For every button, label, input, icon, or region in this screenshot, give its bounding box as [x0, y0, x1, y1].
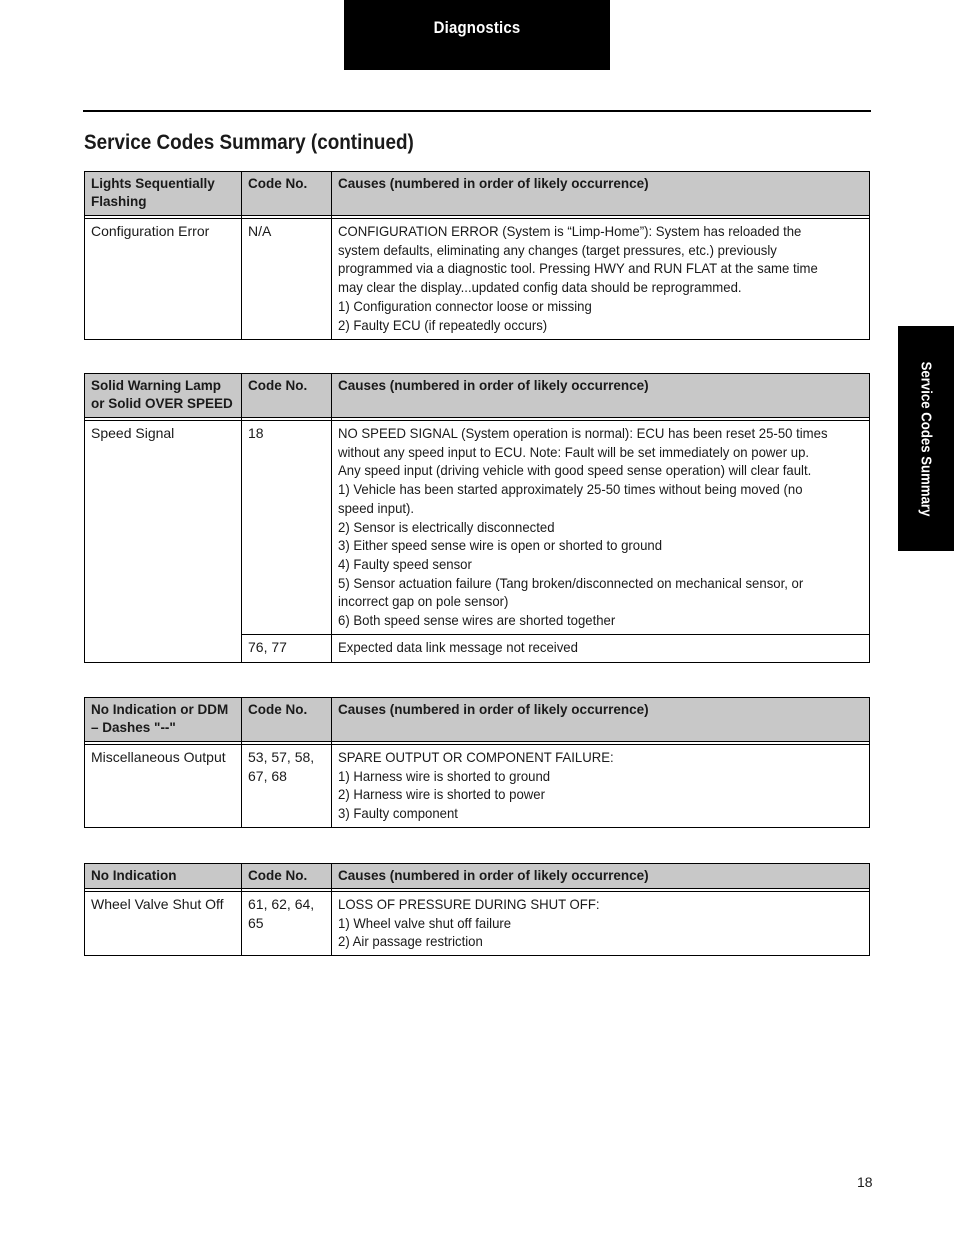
chapter-header-tab [344, 0, 610, 70]
fault-cell: Miscellaneous Output [85, 745, 242, 828]
causes-column-header: Causes (numbered in order of likely occurrence) [332, 698, 870, 742]
cause-line: Expected data link message not received [338, 639, 578, 655]
category-header: Solid Warning Lamp or Solid OVER SPEED [85, 374, 242, 418]
cause-line: SPARE OUTPUT OR COMPONENT FAILURE: [338, 749, 614, 765]
header-rule [83, 110, 871, 112]
causes-column-header: Causes (numbered in order of likely occurrence) [332, 374, 870, 418]
cause-line: 3) Either speed sense wire is open or shorted to ground [338, 537, 663, 554]
cause-line: 5) Sensor actuation failure (Tang broken/disconnected on mechanical sensor, or incorrect gap on pole sensor) [338, 574, 804, 610]
causes-cell [332, 892, 870, 956]
causes-column-header: Causes (numbered in order of likely occurrence) [332, 864, 870, 889]
side-tab-label: Service Codes Summary [917, 361, 935, 516]
cause-line: 3) Faulty component [338, 805, 458, 822]
fault-cell: Configuration Error [85, 219, 242, 340]
code-cell: N/A [242, 219, 332, 340]
table-row [85, 421, 870, 635]
code-column-header: Code No. [242, 698, 332, 742]
cause-line: LOSS OF PRESSURE DURING SHUT OFF: [338, 896, 600, 912]
cause-line: 2) Sensor is electrically disconnected [338, 518, 555, 535]
causes-column-header: Causes (numbered in order of likely occurrence) [332, 172, 870, 216]
category-header: No Indication [85, 864, 242, 889]
code-cell: 61, 62, 64, 65 [242, 892, 332, 956]
cause-line: CONFIGURATION ERROR (System is “Limp-Home”): System has reloaded the system defaults, eliminating any changes (target pressures, etc.) previously programmed via a diagnostic tool. Pressing HWY and RUN FLAT at the same time may clear the display...updated config data should be reprogrammed. [338, 223, 818, 296]
fault-cell: Speed Signal [85, 421, 242, 663]
causes-cell [332, 421, 870, 635]
section-title: Service Codes Summary (continued) [84, 131, 414, 154]
code-column-header: Code No. [242, 864, 332, 889]
code-column-header: Code No. [242, 374, 332, 418]
table-header-row [85, 374, 870, 418]
category-header: No Indication or DDM – Dashes "--" [85, 698, 242, 742]
service-codes-table-lights-flashing [84, 171, 870, 340]
code-cell: 18 [242, 421, 332, 635]
service-codes-table-no-indication [84, 863, 870, 956]
cause-line: 2) Air passage restriction [338, 933, 483, 950]
causes-cell [332, 635, 870, 663]
service-codes-table-ddm-dashes [84, 697, 870, 828]
table-row [85, 219, 870, 340]
cause-line: 1) Vehicle has been started approximately 25-50 times without being moved (no speed input). [338, 481, 803, 516]
cause-line: 6) Both speed sense wires are shorted together [338, 612, 616, 629]
section-side-tab [898, 326, 954, 551]
causes-cell [332, 219, 870, 340]
cause-line: 1) Harness wire is shorted to ground [338, 767, 551, 784]
cause-line: NO SPEED SIGNAL (System operation is normal): ECU has been reset 25-50 times without any speed input to ECU. Note: Fault will be set immediately on power up. Any speed input (driving vehicle with good speed sense operation) will clear fault. [338, 425, 828, 479]
table-row [85, 745, 870, 828]
table-header-row [85, 864, 870, 889]
cause-line: 1) Configuration connector loose or missing [338, 297, 592, 314]
cause-line: 2) Faulty ECU (if repeatedly occurs) [338, 316, 548, 333]
table-header-row [85, 172, 870, 216]
cause-line: 2) Harness wire is shorted to power [338, 786, 545, 803]
cause-line: 1) Wheel valve shut off failure [338, 914, 512, 931]
fault-cell: Wheel Valve Shut Off [85, 892, 242, 956]
causes-cell [332, 745, 870, 828]
category-header: Lights Sequentially Flashing [85, 172, 242, 216]
code-column-header: Code No. [242, 172, 332, 216]
cause-line: 4) Faulty speed sensor [338, 555, 472, 572]
table-row [85, 892, 870, 956]
service-codes-table-solid-warning [84, 373, 870, 663]
page-number: 18 [857, 1174, 873, 1190]
code-cell: 53, 57, 58, 67, 68 [242, 745, 332, 828]
chapter-header-label: Diagnostics [433, 18, 521, 37]
table-header-row [85, 698, 870, 742]
code-cell: 76, 77 [242, 635, 332, 663]
